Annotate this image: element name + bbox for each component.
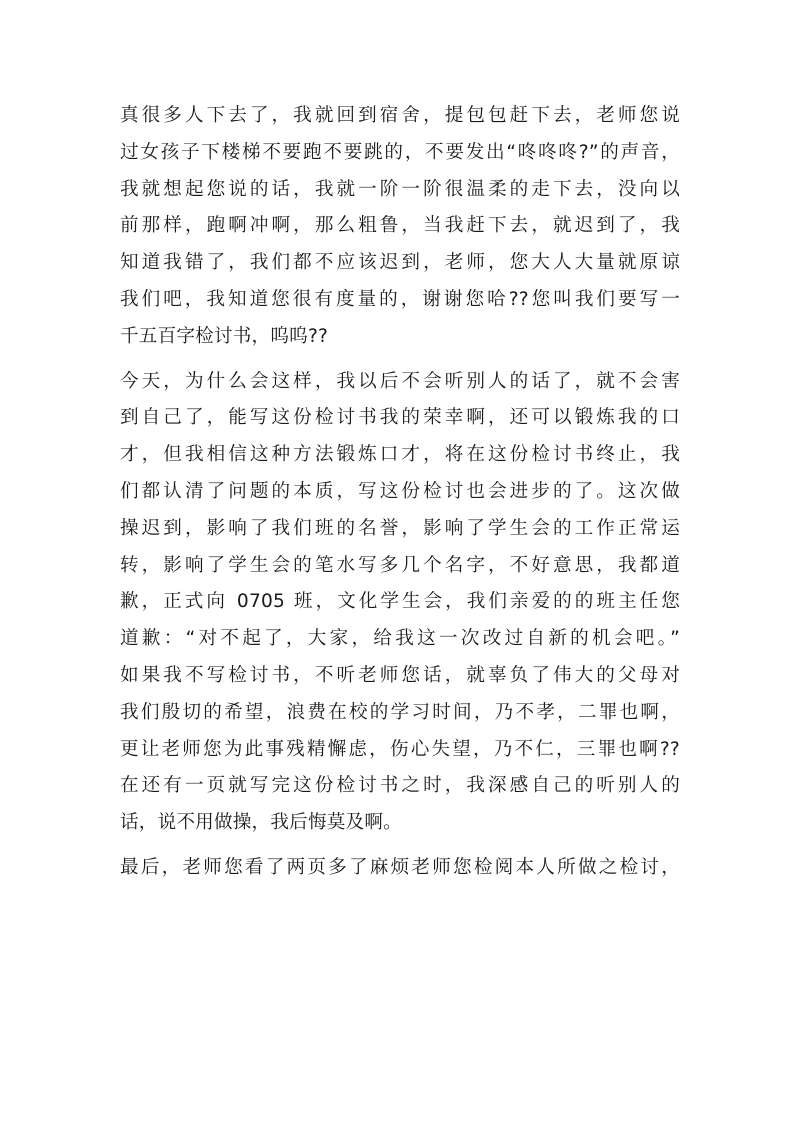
text-line: 知道我错了，我们都不应该迟到，老师，您大人大量就原谅 <box>120 252 680 274</box>
text-line: 我们吧，我知道您很有度量的，谢谢您哈??您叫我们要写一 <box>120 288 680 310</box>
text-line: 我就想起您说的话，我就一阶一阶很温柔的走下去，没向以 <box>120 178 680 200</box>
document-body <box>120 98 680 895</box>
text-line: 才，但我相信这种方法锻炼口才，将在这份检讨书终止，我 <box>120 444 680 466</box>
text-line: 千五百字检讨书，呜呜?? <box>120 325 329 347</box>
text-line: 最后，老师您看了两页多了麻烦老师您检阅本人所做之检讨， <box>120 856 680 878</box>
text-line: 们都认清了问题的本质，写这份检讨也会进步的了。这次做 <box>120 480 680 502</box>
text-line: 道歉：“对不起了，大家，给我这一次改过自新的机会吧。” <box>120 628 680 650</box>
text-line: 操迟到，影响了我们班的名誉，影响了学生会的工作正常运 <box>120 517 680 539</box>
text-line: 过女孩子下楼梯不要跑不要跳的，不要发出“咚咚咚?”的声音， <box>120 141 680 163</box>
text-line: 转，影响了学生会的笔水写多几个名字，不好意思，我都道 <box>120 554 680 576</box>
text-line: 如果我不写检讨书，不听老师您话，就辜负了伟大的父母对 <box>120 664 680 686</box>
paragraph-1 <box>120 98 680 356</box>
text-line: 前那样，跑啊冲啊，那么粗鲁，当我赶下去，就迟到了，我 <box>120 215 680 237</box>
text-line: 话，说不用做操，我后悔莫及啊。 <box>120 812 402 834</box>
text-line: 到自己了，能写这份检讨书我的荣幸啊，还可以锻炼我的口 <box>120 407 680 429</box>
text-line: 真很多人下去了，我就回到宿舍，提包包赶下去，老师您说 <box>120 105 680 126</box>
paragraph-2 <box>120 364 680 842</box>
text-line: 我们殷切的希望，浪费在校的学习时间，乃不孝，二罪也啊， <box>120 701 680 723</box>
text-line: 歉，正式向 0705 班，文化学生会，我们亲爱的的班主任您 <box>120 591 680 613</box>
paragraph-3 <box>120 850 680 887</box>
text-line: 更让老师您为此事残精懈虑，伤心失望，乃不仁，三罪也啊?? <box>120 738 680 760</box>
text-line: 在还有一页就写完这份检讨书之时，我深感自己的听别人的 <box>120 775 680 797</box>
text-line: 今天，为什么会这样，我以后不会听别人的话了，就不会害 <box>120 370 680 392</box>
